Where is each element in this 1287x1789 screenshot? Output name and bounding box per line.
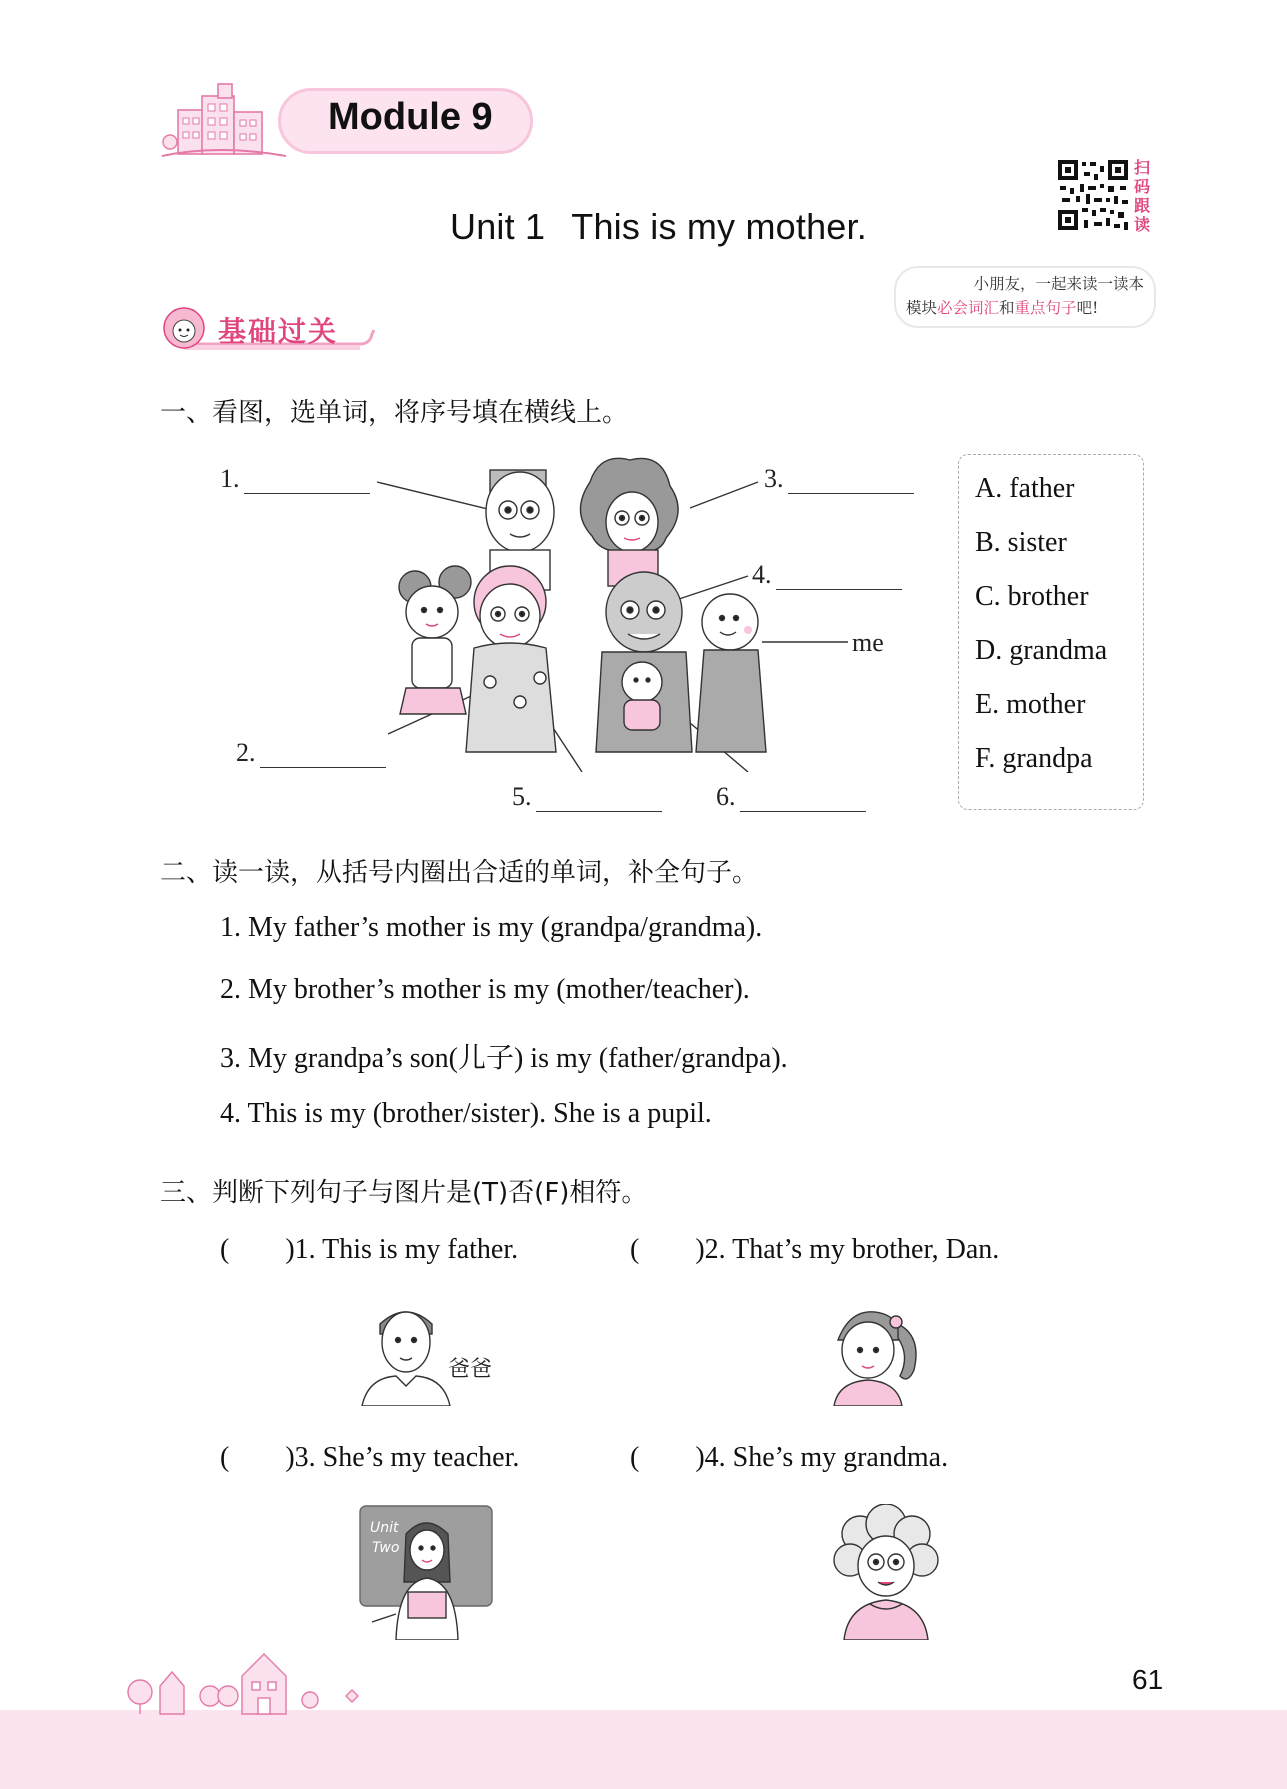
- unit-label: Unit 1: [450, 206, 546, 247]
- grandma-picture: [830, 1504, 942, 1640]
- blank-6: [716, 782, 866, 812]
- board-text-1: Unit: [370, 1520, 399, 1536]
- girl-picture: [818, 1300, 928, 1406]
- unit-title: [450, 206, 867, 248]
- part3-heading: 三、判断下列句子与图片是(T)否(F)相符。: [160, 1178, 648, 1208]
- bubble-line-2: [906, 296, 1144, 320]
- option-c: C. brother: [975, 581, 1089, 612]
- bubble-highlight: 必会词汇: [937, 299, 1000, 317]
- blank-number: 5.: [512, 782, 532, 811]
- speech-bubble: [894, 266, 1156, 328]
- part2-heading: 二、读一读，从括号内圈出合适的单词，补全句子。: [160, 858, 759, 888]
- page-number: 61: [1132, 1664, 1164, 1695]
- me-label: me: [852, 628, 884, 657]
- blank-number: 1.: [220, 464, 240, 493]
- buildings-icon: [158, 82, 288, 162]
- module-banner: [158, 82, 538, 162]
- answer-line[interactable]: [740, 788, 866, 812]
- bubble-text: 吧!: [1076, 299, 1099, 317]
- bubble-line-1: 小朋友，一起来读一读本: [973, 275, 1144, 293]
- bottom-band: [0, 1710, 1287, 1789]
- qr-code-icon[interactable]: [1056, 158, 1130, 232]
- answer-line[interactable]: [244, 470, 370, 494]
- part1-heading: 一、看图，选单词，将序号填在横线上。: [160, 398, 629, 428]
- options-box: [958, 454, 1144, 810]
- town-decoration-icon: [118, 1646, 398, 1716]
- option-b: B. sister: [975, 527, 1067, 558]
- blank-number: 4.: [752, 560, 772, 589]
- bubble-text: 和: [999, 299, 1015, 317]
- board-text-2: Two: [372, 1540, 400, 1556]
- answer-line[interactable]: [260, 744, 386, 768]
- sentence-3: 3. My grandpa’s son(儿子) is my (father/grandpa).: [220, 1043, 788, 1074]
- blank-number: 3.: [764, 464, 784, 493]
- option-e: E. mother: [975, 689, 1086, 720]
- dad-caption: 爸爸: [448, 1357, 493, 1382]
- bubble-highlight: 重点句子: [1014, 299, 1077, 317]
- answer-line[interactable]: [536, 788, 662, 812]
- blank-number: 2.: [236, 738, 256, 767]
- option-d: D. grandma: [975, 635, 1108, 666]
- section-badge: [160, 304, 380, 354]
- sentence-1: 1. My father’s mother is my (grandpa/grandma).: [220, 912, 763, 943]
- blank-number: 6.: [716, 782, 736, 811]
- sentence-2: 2. My brother’s mother is my (mother/teacher).: [220, 974, 750, 1005]
- module-title: Module 9: [328, 96, 493, 138]
- section-label: 基础过关: [218, 315, 339, 348]
- family-illustration: [370, 452, 870, 772]
- tf-item-3[interactable]: ( )3. She’s my teacher.: [220, 1442, 520, 1473]
- unit-name: This is my mother.: [571, 206, 867, 247]
- option-f: F. grandpa: [975, 743, 1093, 774]
- sentence-4: 4. This is my (brother/sister). She is a pupil.: [220, 1098, 712, 1129]
- tf-item-2[interactable]: ( )2. That’s my brother, Dan.: [630, 1234, 1000, 1265]
- tf-item-1[interactable]: ( )1. This is my father.: [220, 1234, 519, 1265]
- blank-1: [220, 464, 370, 494]
- blank-2: [236, 738, 386, 768]
- blank-5: [512, 782, 662, 812]
- tf-item-4[interactable]: ( )4. She’s my grandma.: [630, 1442, 949, 1473]
- scan-hint: 扫码跟读: [1134, 158, 1151, 234]
- father-picture: [356, 1294, 456, 1406]
- option-a: A. father: [975, 473, 1075, 504]
- bubble-text: 模块: [906, 299, 938, 317]
